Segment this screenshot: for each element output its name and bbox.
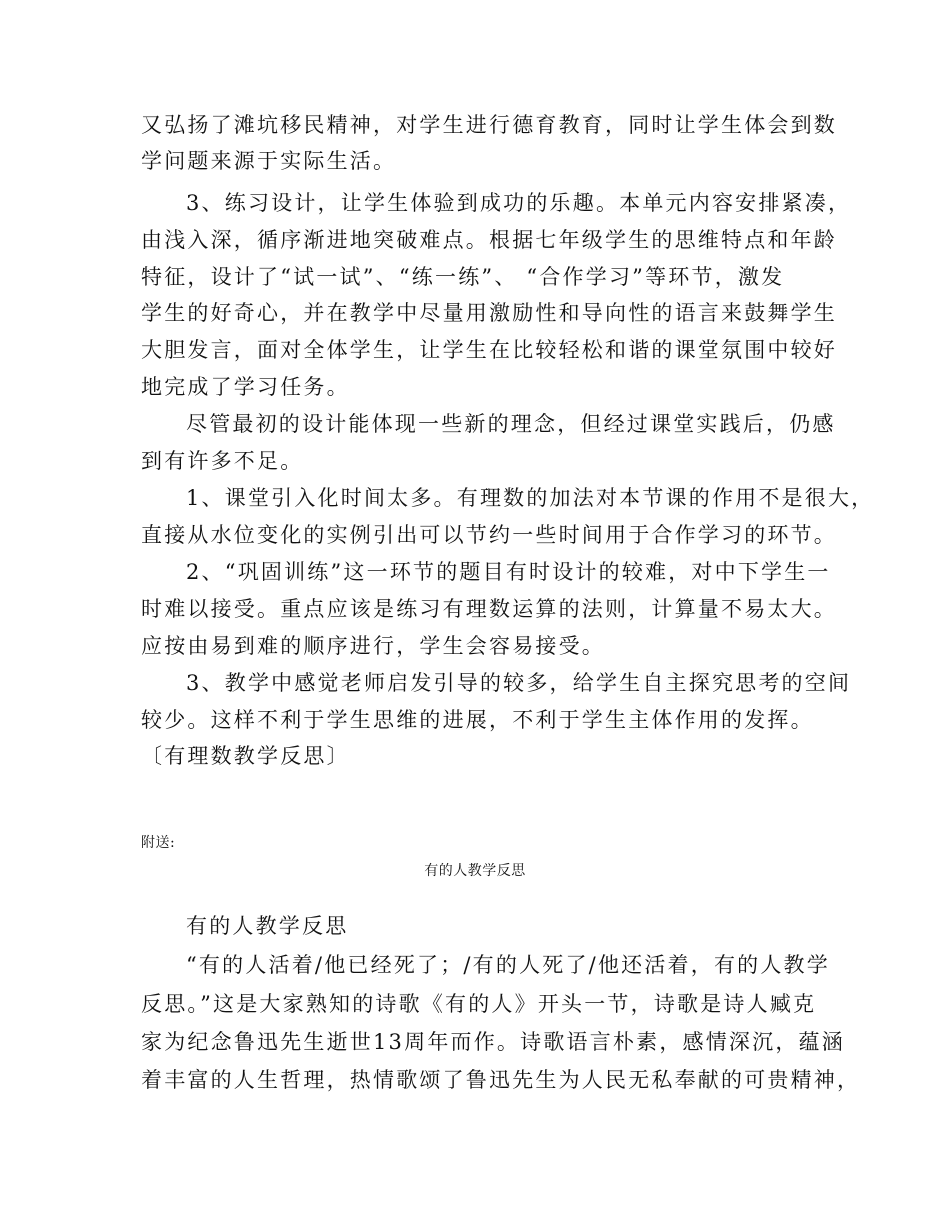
- appendix-label: 附送:: [141, 835, 176, 851]
- body-line-1: 又弘扬了滩坑移民精神，对学生进行德育教育，同时让学生体会到数: [141, 113, 837, 137]
- body-line-6: 学生的好奇心，并在教学中尽量用激励性和导向性的语言来鼓舞学生: [141, 301, 837, 325]
- appendix-line-3: 家为纪念鲁迅先生逝世13周年而作。诗歌语言朴素，感情深沉，蕴涵: [141, 1030, 845, 1054]
- source-caption: 〔有理数教学反思〕: [141, 744, 350, 768]
- body-line-13: 2、“巩固训练”这一环节的题目有时设计的较难，对中下学生一: [186, 560, 831, 584]
- body-line-2: 学问题来源于实际生活。: [141, 149, 397, 173]
- body-line-17: 较少。这样不利于学生思维的进展，不利于学生主体作用的发挥。: [141, 708, 814, 732]
- appendix-line-1: “有的人活着/他已经死了；/有的人死了/他还活着，有的人教学: [186, 953, 830, 977]
- body-line-11: 1、课堂引入化时间太多。有理数的加法对本节课的作用不是很大，: [186, 486, 875, 510]
- body-line-12: 直接从水位变化的实例引出可以节约一些时间用于合作学习的环节。: [141, 523, 837, 547]
- body-line-9: 尽管最初的设计能体现一些新的理念，但经过课堂实践后，仍感: [186, 412, 836, 436]
- body-line-10: 到有许多不足。: [141, 449, 304, 473]
- appendix-title: 有的人教学反思: [424, 863, 526, 879]
- body-line-15: 应按由易到难的顺序进行，学生会容易接受。: [141, 634, 605, 658]
- body-line-5: 特征，设计了“试一试”、“练一练”、 “合作学习”等环节，激发: [141, 265, 785, 289]
- appendix-line-4: 着丰富的人生哲理，热情歌颂了鲁迅先生为人民无私奉献的可贵精神，: [141, 1068, 861, 1092]
- body-line-14: 时难以接受。重点应该是练习有理数运算的法则，计算量不易太大。: [141, 597, 837, 621]
- body-line-8: 地完成了学习任务。: [141, 375, 350, 399]
- appendix-heading: 有的人教学反思: [186, 914, 349, 938]
- body-line-4: 由浅入深，循序渐进地突破难点。根据七年级学生的思维特点和年龄: [141, 228, 837, 252]
- body-line-16: 3、教学中感觉老师启发引导的较多，给学生自主探究思考的空间: [186, 671, 852, 695]
- body-line-3: 3、练习设计，让学生体验到成功的乐趣。本单元内容安排紧凑，: [186, 191, 852, 215]
- body-line-7: 大胆发言，面对全体学生，让学生在比较轻松和谐的课堂氛围中较好: [141, 338, 837, 362]
- appendix-line-2: 反思。”这是大家熟知的诗歌《有的人》开头一节，诗歌是诗人臧克: [141, 992, 817, 1016]
